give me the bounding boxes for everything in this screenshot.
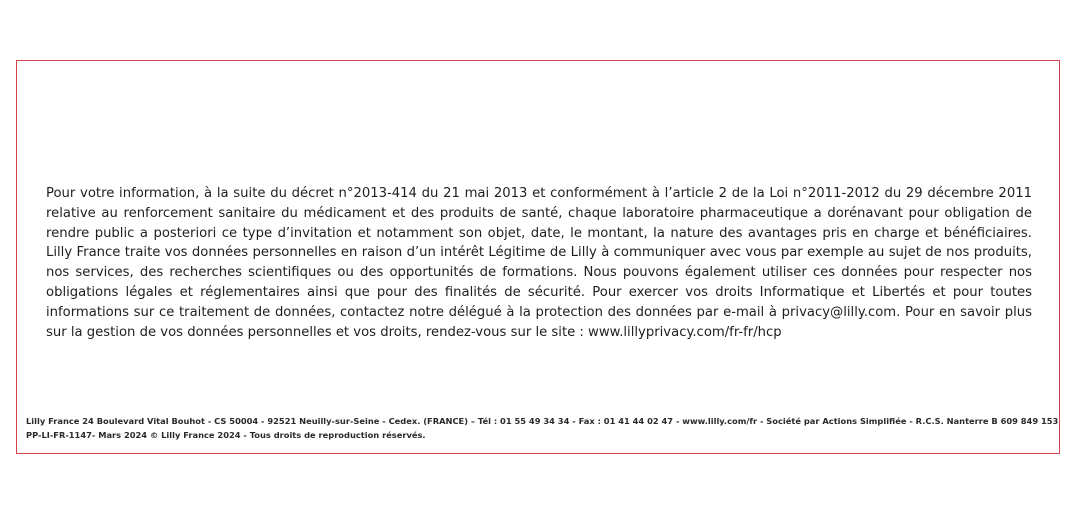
legal-notice-paragraph: Pour votre information, à la suite du décret n°2013-414 du 21 mai 2013 et conformément à l’article 2 de la Loi n°2011-2012 du 29 décembre 2011 relative au renforcement sanitaire du médicament et des produits de santé, chaque laboratoire pharmaceutique a dorénavant pour obligation de rendre public a posteriori ce type d’invitation et notamment son objet, date, le montant, la nature des avantages pris en charge et bénéficiaires. Lilly France traite vos données personnelles en raison d’un intérêt Légitime de Lilly à communiquer avec vous par exemple au sujet de nos produits, nos services, des recherches scientifiques ou des opportunités de formations. Nous pouvons également utiliser ces données pour respecter nos obligations légales et réglementaires ainsi que pour des finalités de sécurité. Pour exercer vos droits Informatique et Libertés et pour toutes informations sur ce traitement de données, contactez notre délégué à la protection des données par e-mail à privacy@lilly.com. Pour en savoir plus sur la gestion de vos données personnelles et vos droits, rendez-vous sur le site : www.lillyprivacy.com/fr-fr/hcp xyxy=(46,186,1032,340)
footer-copyright-line: PP-LI-FR-1147- Mars 2024 © Lilly France 2024 - Tous droits de reproduction réservés. xyxy=(26,429,426,440)
company-footer xyxy=(26,415,1059,442)
footer-address-line: Lilly France 24 Boulevard Vital Bouhot - CS 50004 - 92521 Neuilly-sur-Seine - Cedex. (FRANCE) – Tél : 01 55 49 34 34 - Fax : 01 41 44 02 47 - www.lilly.com/fr - Société par Actions Simplifiée - R.C.S. Nanterre B 609 849 153 xyxy=(26,416,1059,426)
legal-notice-frame xyxy=(16,60,1060,454)
